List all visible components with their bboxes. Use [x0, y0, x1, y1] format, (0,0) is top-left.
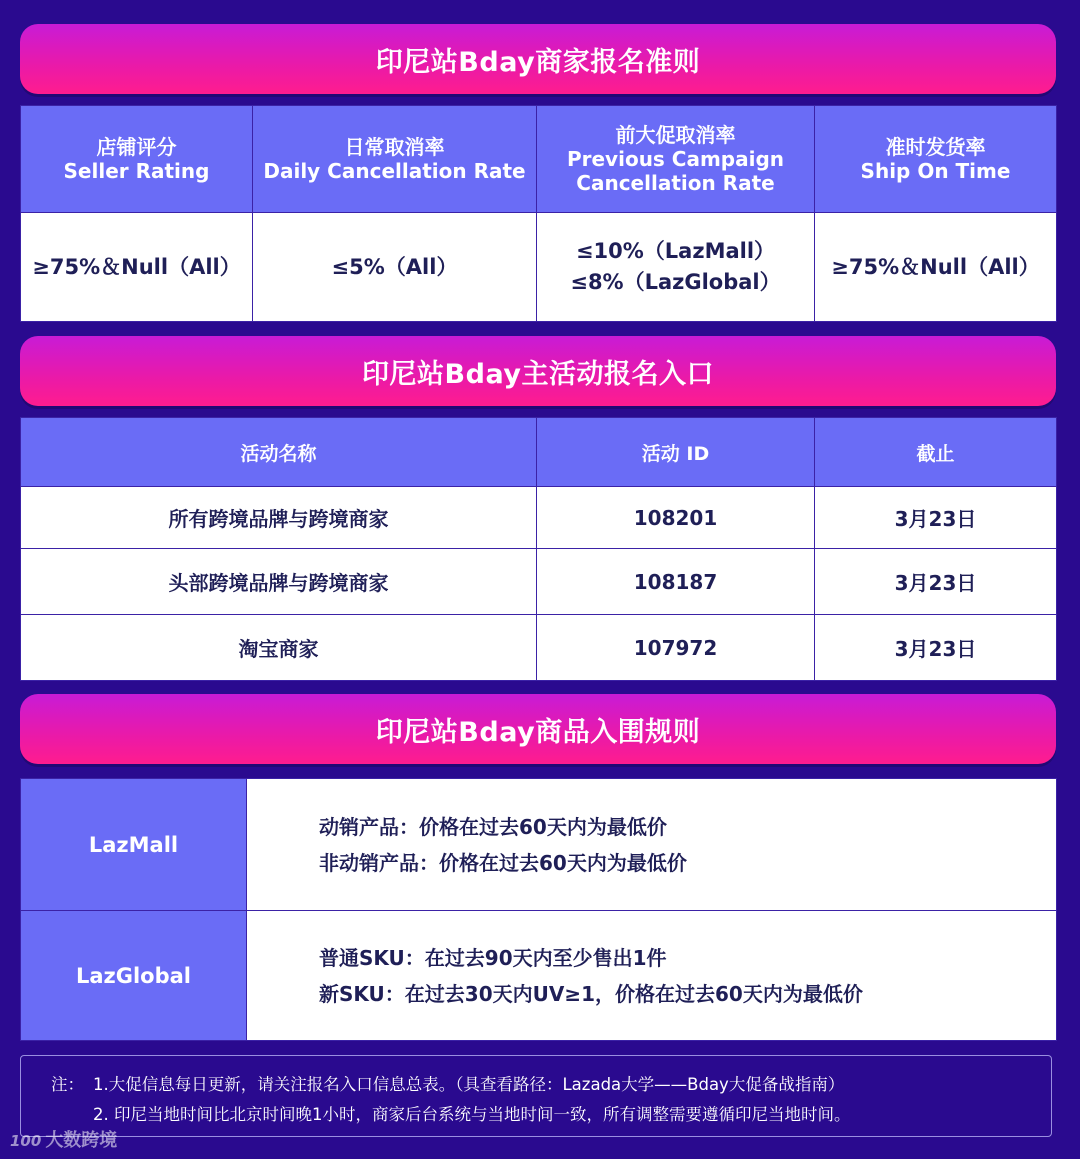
table-row: [21, 487, 1057, 549]
campaign-deadline: 3月23日: [815, 549, 1057, 615]
header-campaign-name: 活动名称: [21, 418, 537, 487]
campaign-header-row: [21, 418, 1057, 487]
seller-rules-header-row: [21, 106, 1057, 213]
header-seller-rating: 店铺评分 Seller Rating: [21, 106, 253, 213]
value-seller-rating: ≥75%＆Null（All）: [21, 213, 253, 322]
campaign-id: 108201: [537, 487, 815, 549]
section-title-product-rules: 印尼站Bday商品入围规则: [20, 694, 1056, 764]
header-previous-campaign-cancellation: 前大促取消率 Previous Campaign Cancellation Rate: [537, 106, 815, 213]
table-row: [21, 549, 1057, 615]
campaign-entry-table: [20, 417, 1057, 681]
header-ship-on-time: 准时发货率 Ship On Time: [815, 106, 1057, 213]
value-previous-campaign-cancellation: ≤10%（LazMall） ≤8%（LazGlobal）: [537, 213, 815, 322]
header-campaign-id: 活动 ID: [537, 418, 815, 487]
label-lazmall: LazMall: [21, 779, 247, 911]
seller-rules-table: [20, 105, 1057, 322]
campaign-id: 108187: [537, 549, 815, 615]
section-title-main-campaign: 印尼站Bday主活动报名入口: [20, 336, 1056, 406]
product-rules-table: [20, 778, 1057, 1041]
watermark-logo-icon: 100: [10, 1132, 42, 1150]
value-daily-cancellation: ≤5%（All）: [253, 213, 537, 322]
rules-lazglobal: 普通SKU：在过去90天内至少售出1件 新SKU：在过去30天内UV≥1，价格在过去60天内为最低价: [247, 911, 1057, 1041]
rules-lazmall: 动销产品：价格在过去60天内为最低价 非动销产品：价格在过去60天内为最低价: [247, 779, 1057, 911]
value-ship-on-time: ≥75%＆Null（All）: [815, 213, 1057, 322]
table-row: [21, 779, 1057, 911]
seller-rules-value-row: [21, 213, 1057, 322]
campaign-deadline: 3月23日: [815, 615, 1057, 681]
footnote-label: 注：: [51, 1075, 84, 1094]
label-lazglobal: LazGlobal: [21, 911, 247, 1041]
header-deadline: 截止: [815, 418, 1057, 487]
watermark: 100 大数跨境: [10, 1130, 118, 1151]
section-title-seller-rules: 印尼站Bday商家报名准则: [20, 24, 1056, 94]
campaign-name: 头部跨境品牌与跨境商家: [21, 549, 537, 615]
campaign-id: 107972: [537, 615, 815, 681]
campaign-name: 所有跨境品牌与跨境商家: [21, 487, 537, 549]
header-daily-cancellation: 日常取消率 Daily Cancellation Rate: [253, 106, 537, 213]
footnote-line-1: 注： 1.大促信息每日更新，请关注报名入口信息总表。（具查看路径：Lazada大学——Bday大促备战指南）: [51, 1070, 1051, 1100]
campaign-deadline: 3月23日: [815, 487, 1057, 549]
footnote-line-2: 2. 印尼当地时间比北京时间晚1小时，商家后台系统与当地时间一致，所有调整需要遵循印尼当地时间。: [93, 1105, 851, 1124]
campaign-name: 淘宝商家: [21, 615, 537, 681]
table-row: [21, 615, 1057, 681]
table-row: [21, 911, 1057, 1041]
footnote-box: [20, 1055, 1052, 1137]
